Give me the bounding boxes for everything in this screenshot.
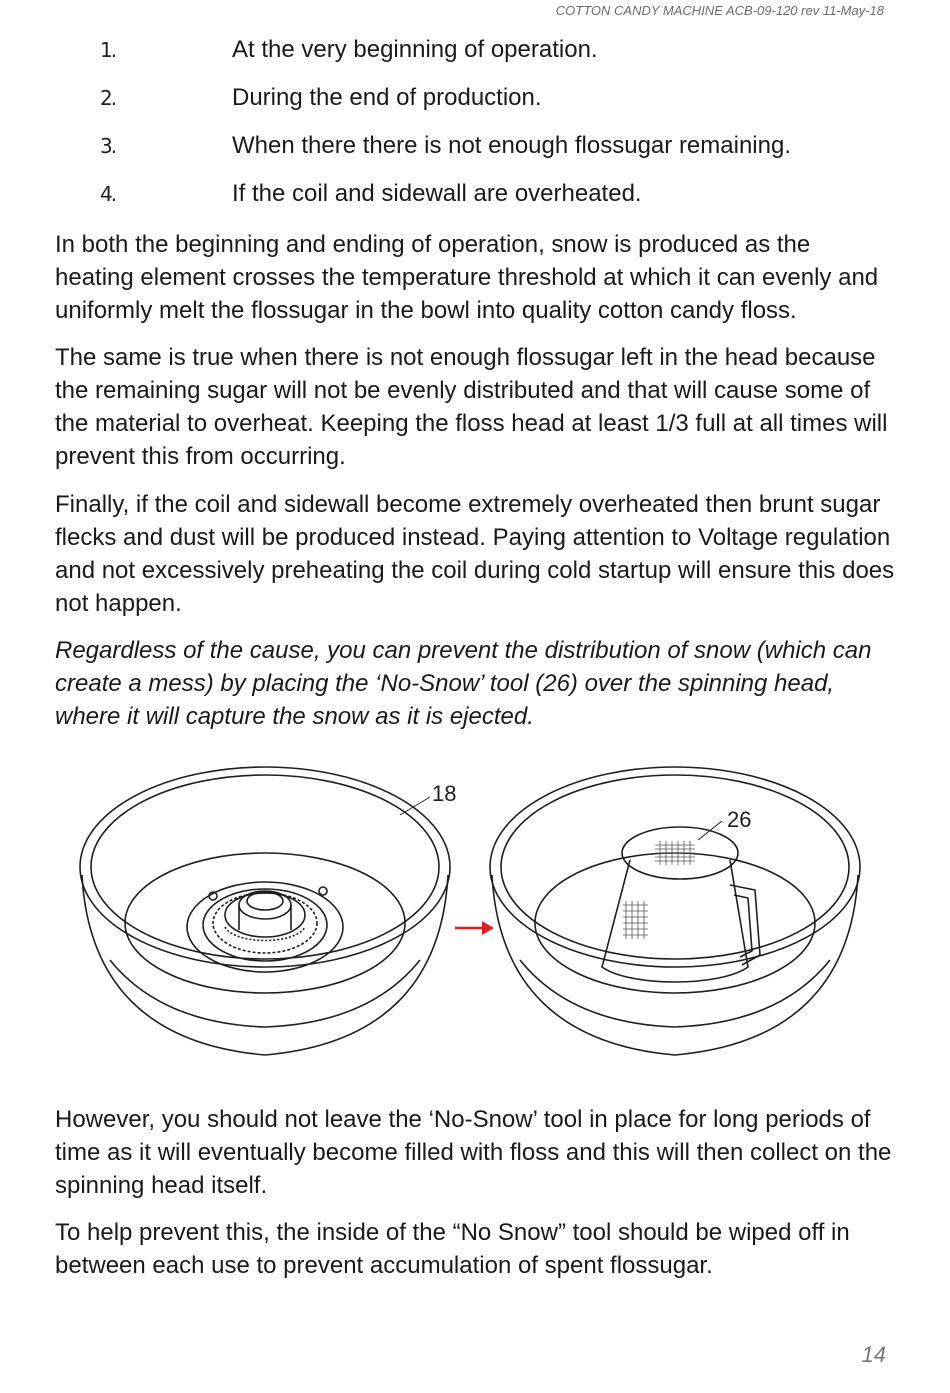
- list-marker: 4.: [100, 182, 116, 206]
- paragraph-overheat: Finally, if the coil and sidewall become extremely overheated then brunt sugar flecks and dust will be produced instead. Paying attention to Voltage regulation and not excessively preheating the coil during cold startup will ensure this does not happen.: [55, 491, 895, 617]
- callout-18-label: 18: [432, 781, 457, 806]
- list-item: [0, 82, 950, 122]
- list-item-text: During the end of production.: [232, 84, 542, 111]
- list-marker: 2.: [100, 86, 116, 110]
- paragraph-wipe-tool: To help prevent this, the inside of the “No Snow” tool should be wiped off in between each use to prevent accumulation of spent flossugar.: [55, 1219, 850, 1279]
- list-item: [0, 130, 950, 170]
- paragraph-low-sugar: The same is true when there is not enough flossugar left in the head because the remaining sugar will not be evenly distributed and that will cause some of the material to overheat. Keeping the floss head at least 1/3 full at all times will prevent this from occurring.: [55, 344, 888, 470]
- paragraph-dont-leave-tool: However, you should not leave the ‘No-Snow’ tool in place for long periods of time as it will eventually become filled with floss and this will then collect on the spinning head itself.: [55, 1106, 892, 1199]
- list-item-text: When there there is not enough flossugar remaining.: [232, 132, 791, 159]
- document-header: COTTON CANDY MACHINE ACB-09-120 rev 11-May-18: [555, 3, 884, 18]
- list-marker: 3.: [100, 134, 116, 158]
- list-item: [0, 34, 950, 74]
- paragraph-no-snow-tool: Regardless of the cause, you can prevent the distribution of snow (which can create a mess) by placing the ‘No-Snow’ tool (26) over the spinning head, where it will capture the snow as it is ejected.: [55, 637, 872, 730]
- list-item-text: At the very beginning of operation.: [232, 36, 598, 63]
- list-item: [0, 178, 950, 218]
- bowl-illustration-left: [80, 767, 450, 1055]
- list-marker: 1.: [100, 38, 116, 62]
- page-number: 14: [861, 1342, 886, 1367]
- bowl-illustration-right: [490, 767, 860, 1055]
- paragraph-snow-threshold: In both the beginning and ending of operation, snow is produced as the heating element crosses the temperature threshold at which it can evenly and uniformly melt the flossugar in the bowl into quality cotton candy floss.: [55, 231, 879, 324]
- callout-26-label: 26: [727, 807, 752, 832]
- list-item-text: If the coil and sidewall are overheated.: [232, 180, 642, 207]
- arrow-right-icon: [455, 921, 494, 935]
- bowl-illustration: [70, 755, 880, 1085]
